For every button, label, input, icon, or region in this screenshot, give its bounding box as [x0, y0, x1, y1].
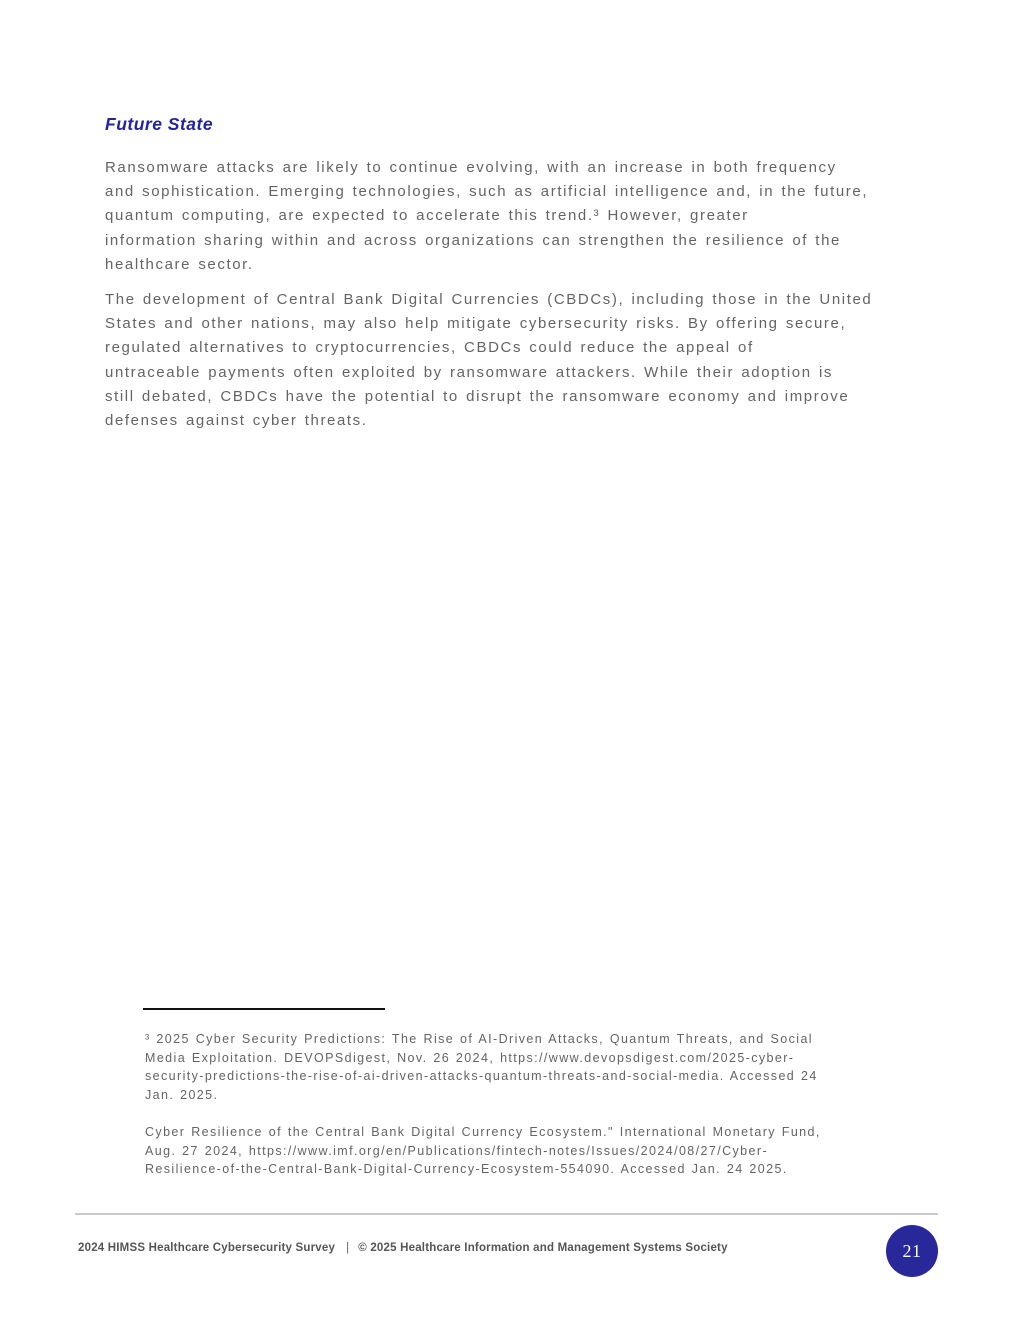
footnote-imf	[145, 1123, 821, 1179]
page-number-badge	[886, 1225, 938, 1277]
paragraph-line: Ransomware attacks are likely to continue evolving, with an increase in both frequency	[105, 159, 837, 176]
page-number: 21	[902, 1240, 922, 1261]
section-heading: Future State	[105, 114, 214, 134]
footnote-line: Resilience-of-the-Central-Bank-Digital-Currency-Ecosystem-554090. Accessed Jan. 24 2025.	[145, 1162, 788, 1177]
footer-survey-title: 2024 HIMSS Healthcare Cybersecurity Survey	[78, 1242, 336, 1254]
footer-divider	[75, 1213, 938, 1215]
footnote-line: Aug. 27 2024, https://www.imf.org/en/Publications/fintech-notes/Issues/2024/08/27/Cyber-	[145, 1143, 769, 1158]
paragraph-ransomware-future	[105, 156, 868, 277]
paragraph-line: still debated, CBDCs have the potential to disrupt the ransomware economy and improve	[105, 387, 850, 405]
footnote-line: Jan. 2025.	[145, 1087, 219, 1102]
page-footer	[78, 1240, 728, 1256]
paragraph-line: defenses against cyber threats.	[105, 412, 368, 430]
paragraph-line: untraceable payments often exploited by ransomware attackers. While their adoption is	[105, 363, 833, 381]
footnote-line: security-predictions-the-rise-of-ai-driven-attacks-quantum-threats-and-social-media. Accessed 24	[145, 1069, 818, 1084]
paragraph-cbdc	[105, 288, 872, 433]
footnote-line: Cyber Resilience of the Central Bank Digital Currency Ecosystem." International Monetary Fund,	[145, 1125, 821, 1139]
paragraph-line: quantum computing, are expected to accelerate this trend.³ However, greater	[105, 207, 749, 225]
footnote-devopsdigest	[145, 1030, 818, 1104]
footnote-line: ³ 2025 Cyber Security Predictions: The Rise of AI-Driven Attacks, Quantum Threats, and Social	[145, 1032, 813, 1046]
footer-copyright: © 2025 Healthcare Information and Management Systems Society	[358, 1242, 728, 1254]
paragraph-line: healthcare sector.	[105, 255, 254, 273]
paragraph-line: information sharing within and across organizations can strengthen the resilience of the	[105, 231, 841, 249]
paragraph-line: States and other nations, may also help mitigate cybersecurity risks. By offering secure,	[105, 315, 847, 333]
paragraph-line: The development of Central Bank Digital Currencies (CBDCs), including those in the United	[105, 291, 873, 308]
paragraph-line: regulated alternatives to cryptocurrencies, CBDCs could reduce the appeal of	[105, 339, 754, 357]
footnote-line: Media Exploitation. DEVOPSdigest, Nov. 26 2024, https://www.devopsdigest.com/2025-cyber-	[145, 1050, 795, 1065]
footnote-separator-rule	[143, 1008, 385, 1010]
paragraph-line: and sophistication. Emerging technologies, such as artificial intelligence and, in the future,	[105, 183, 869, 201]
footer-separator: |	[346, 1242, 350, 1254]
